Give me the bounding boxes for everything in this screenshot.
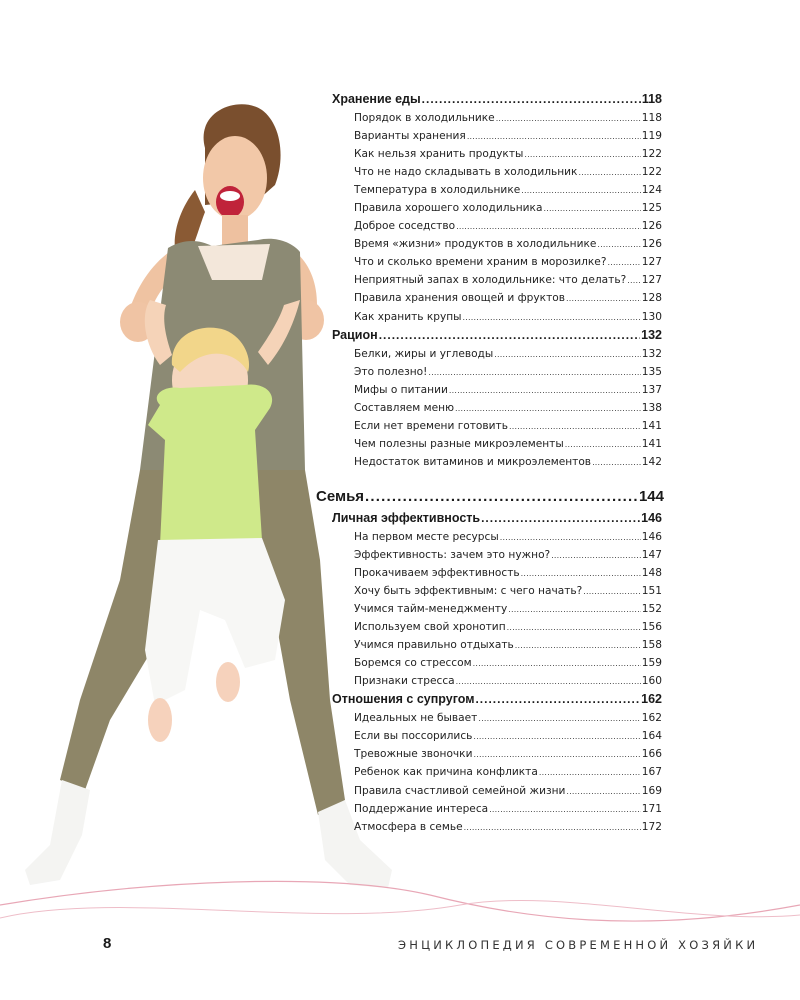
toc-section-heading[interactable] (332, 509, 662, 528)
toc-page-number: 124 (641, 184, 662, 197)
toc-page-number: 171 (641, 802, 662, 815)
dot-leader (473, 655, 641, 672)
toc-entry-title: Если нет времени готовить (354, 419, 508, 432)
toc-entry-title: Доброе соседство (354, 220, 456, 233)
toc-entry-title: Поддержание интереса (354, 802, 489, 815)
toc-entry-title: Неприятный запах в холодильнике: что делать? (354, 274, 627, 287)
toc-page-number: 125 (641, 202, 662, 215)
toc-item[interactable] (354, 253, 662, 271)
toc-item[interactable] (354, 528, 662, 546)
toc-item[interactable] (354, 564, 662, 582)
toc-item[interactable] (354, 818, 662, 836)
dot-leader (464, 819, 641, 836)
toc-entry-title: Прокачиваем эффективность (354, 566, 520, 579)
toc-entry-title: Рацион (332, 327, 378, 342)
toc-entry-title: Чем полезны разные микроэлементы (354, 437, 564, 450)
toc-page-number: 144 (638, 487, 664, 505)
toc-item[interactable] (354, 672, 662, 690)
toc-page-number: 160 (641, 675, 662, 688)
toc-page-number: 138 (641, 401, 662, 414)
toc-item[interactable] (354, 381, 662, 399)
dot-leader (494, 346, 641, 363)
toc-entry-title: Личная эффективность (332, 510, 481, 525)
toc-entry-title: Это полезно! (354, 365, 428, 378)
toc-item[interactable] (354, 363, 662, 381)
toc-item[interactable] (354, 308, 662, 326)
toc-page-number: 128 (641, 292, 662, 305)
toc-entry-title: Хранение еды (332, 92, 421, 106)
toc-entry-title: Хочу быть эффективным: с чего начать? (354, 585, 583, 598)
toc-page-number: 132 (641, 327, 662, 342)
toc-page-number: 141 (641, 437, 662, 450)
dot-leader (566, 290, 641, 307)
toc-entry-title: Белки, жиры и углеводы (354, 347, 494, 360)
toc-page-number: 152 (641, 603, 662, 616)
toc-page-number: 164 (641, 730, 662, 743)
toc-page-number: 147 (641, 548, 662, 561)
toc-entry-title: Боремся со стрессом (354, 657, 472, 670)
dot-leader (463, 309, 641, 326)
dot-leader (456, 218, 641, 235)
dot-leader (496, 110, 641, 127)
dot-leader (455, 400, 641, 417)
toc-entry-title: Тревожные звоночки (354, 748, 473, 761)
toc-page-number: 118 (641, 112, 662, 124)
toc-entry-title: Недостаток витаминов и микроэлементов (354, 455, 592, 468)
toc-page-number: 169 (641, 784, 662, 797)
toc-entry-title: Варианты хранения (354, 130, 466, 143)
toc-page-number: 130 (641, 310, 662, 323)
toc-entry-title: Семья (316, 487, 365, 505)
dot-leader (467, 128, 641, 145)
dot-leader (422, 90, 641, 109)
dot-leader (507, 619, 641, 636)
toc-item[interactable] (354, 453, 662, 471)
toc-page-number: 142 (641, 455, 662, 468)
toc-entry-title: Эффективность: зачем это нужно? (354, 548, 551, 561)
toc-item[interactable] (354, 654, 662, 672)
dot-leader (509, 418, 641, 435)
toc-page-number: 158 (641, 639, 662, 652)
dot-leader (365, 485, 638, 509)
toc-item[interactable] (354, 782, 662, 800)
dot-leader (543, 200, 640, 217)
toc-page-number: 118 (641, 92, 662, 106)
toc-entry-title: Правила хранения овощей и фруктов (354, 292, 565, 305)
toc-entry-title: Используем свой хронотип (354, 621, 506, 634)
dot-leader (481, 509, 640, 528)
toc-page-number: 135 (641, 365, 662, 378)
toc-part-heading[interactable] (316, 485, 664, 509)
toc-item[interactable] (354, 763, 662, 781)
toc-entry-title: Время «жизни» продуктов в холодильнике (354, 238, 597, 251)
dot-leader (428, 364, 640, 381)
toc-page-number: 167 (641, 766, 662, 779)
toc-entry-title: Отношения с супругом (332, 692, 475, 707)
dot-leader (592, 454, 641, 471)
toc-entry-title: Признаки стресса (354, 675, 455, 688)
toc-item[interactable] (354, 546, 662, 564)
toc-item[interactable] (354, 217, 662, 235)
toc-item[interactable] (354, 181, 662, 199)
toc-item[interactable] (354, 145, 662, 163)
dot-leader (473, 728, 640, 745)
toc-item[interactable] (354, 163, 662, 181)
toc-item[interactable] (354, 271, 662, 289)
dot-leader (566, 783, 640, 800)
toc-page-number: 151 (641, 585, 662, 598)
dot-leader (539, 764, 641, 781)
dot-leader (551, 547, 641, 564)
dot-leader (607, 254, 640, 271)
toc-entry-title: Идеальных не бывает (354, 712, 478, 725)
toc-page-number: 166 (641, 748, 662, 761)
running-head: ЭНЦИКЛОПЕДИЯ СОВРЕМЕННОЙ ХОЗЯЙКИ (398, 938, 759, 952)
toc-item[interactable] (354, 399, 662, 417)
toc-entry-title: Мифы о питании (354, 383, 448, 396)
toc-entry-title: Как нельзя хранить продукты (354, 148, 524, 161)
toc-item[interactable] (354, 289, 662, 307)
dot-leader (500, 529, 641, 546)
toc-item[interactable] (354, 600, 662, 618)
dot-leader (473, 746, 640, 763)
dot-leader (578, 164, 640, 181)
toc-item[interactable] (354, 199, 662, 217)
toc-page-number: 132 (641, 347, 662, 360)
dot-leader (597, 236, 640, 253)
toc-page-number: 162 (641, 712, 662, 725)
toc-entry-title: Учимся правильно отдыхать (354, 639, 514, 652)
toc-page-number: 172 (641, 820, 662, 833)
page-number: 8 (103, 935, 112, 952)
toc-page-number: 148 (641, 566, 662, 579)
dot-leader (449, 382, 641, 399)
dot-leader (583, 583, 640, 600)
dot-leader (456, 673, 641, 690)
toc-page-number: 126 (641, 220, 662, 233)
dot-leader (515, 637, 641, 654)
dot-leader (475, 690, 640, 709)
toc-page-number: 137 (641, 383, 662, 396)
toc-item[interactable] (354, 636, 662, 654)
toc-entry-title: Температура в холодильнике (354, 184, 521, 197)
toc-entry-title: Если вы поссорились (354, 730, 473, 743)
toc-entry-title: Атмосфера в семье (354, 820, 463, 833)
toc-item[interactable] (354, 709, 662, 727)
toc-page-number: 162 (641, 692, 662, 707)
toc-page-number: 159 (641, 657, 662, 670)
toc-page-number: 156 (641, 621, 662, 634)
toc-item[interactable] (354, 618, 662, 636)
dot-leader (521, 182, 641, 199)
dot-leader (489, 801, 641, 818)
toc-section-heading[interactable] (332, 326, 662, 345)
toc-page-number: 127 (641, 256, 662, 269)
toc-item[interactable] (354, 582, 662, 600)
toc-page-number: 126 (641, 238, 662, 251)
toc-item[interactable] (354, 417, 662, 435)
dot-leader (524, 146, 640, 163)
toc-page-number: 141 (641, 419, 662, 432)
toc-item[interactable] (354, 109, 662, 127)
toc-entry-title: Как хранить крупы (354, 310, 462, 323)
toc-entry-title: Порядок в холодильнике (354, 112, 495, 124)
toc-page-number: 122 (641, 166, 662, 179)
dot-leader (478, 710, 640, 727)
toc-page-number: 146 (641, 510, 662, 525)
toc-page-number: 146 (641, 530, 662, 543)
toc-entry-title: На первом месте ресурсы (354, 530, 499, 543)
toc-item[interactable] (354, 127, 662, 145)
table-of-contents (316, 90, 664, 836)
dot-leader (565, 436, 641, 453)
dot-leader (379, 326, 640, 345)
toc-page-number: 119 (641, 130, 662, 143)
toc-entry-title: Что и сколько времени храним в морозилке? (354, 256, 607, 269)
toc-entry-title: Ребенок как причина конфликта (354, 766, 538, 779)
toc-item[interactable] (354, 345, 662, 363)
toc-item[interactable] (354, 435, 662, 453)
dot-leader (627, 272, 641, 289)
toc-section-heading[interactable] (332, 90, 662, 109)
toc-entry-title: Что не надо складывать в холодильник (354, 166, 578, 179)
toc-entry-title: Учимся тайм-менеджменту (354, 603, 508, 616)
toc-item[interactable] (354, 235, 662, 253)
dot-leader (521, 565, 641, 582)
dot-leader (508, 601, 641, 618)
toc-item[interactable] (354, 745, 662, 763)
toc-page-number: 127 (641, 274, 662, 287)
toc-entry-title: Правила счастливой семейной жизни (354, 784, 566, 797)
toc-item[interactable] (354, 800, 662, 818)
toc-section-heading[interactable] (332, 690, 662, 709)
toc-entry-title: Правила хорошего холодильника (354, 202, 543, 215)
toc-item[interactable] (354, 727, 662, 745)
toc-page-number: 122 (641, 148, 662, 161)
toc-entry-title: Составляем меню (354, 401, 454, 414)
